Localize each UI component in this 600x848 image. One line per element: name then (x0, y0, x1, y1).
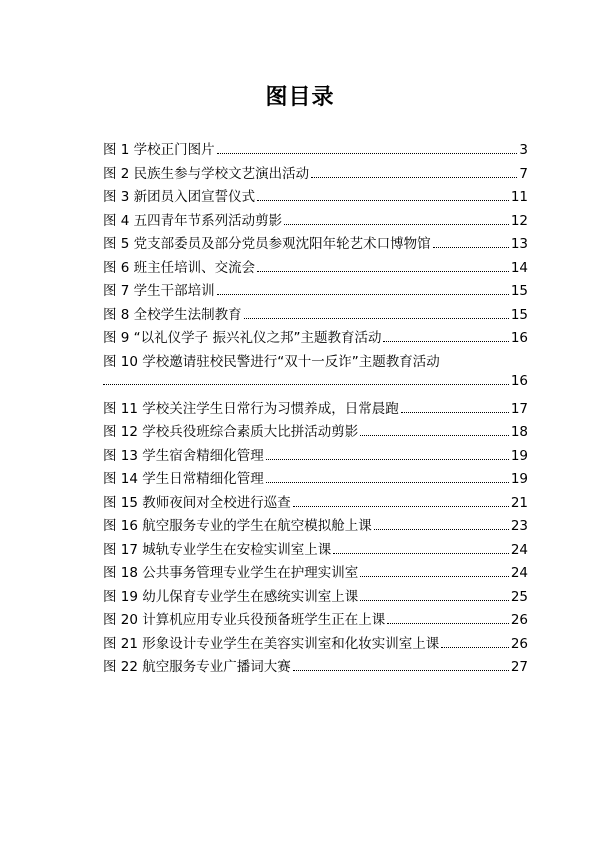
toc-entry-label: 图 20 计算机应用专业兵役预备班学生正在上课 (103, 612, 386, 628)
toc-entry-12[interactable] (103, 420, 528, 444)
toc-entry-label: 图 21 形象设计专业学生在美容实训室和化妆实训室上课 (103, 635, 440, 652)
toc-entry-page: 24 (510, 541, 528, 558)
toc-entry-label: 图 3 新团员入团宣誓仪式 (103, 189, 256, 205)
toc-entry-13[interactable] (103, 444, 528, 468)
toc-entry-page: 13 (510, 236, 528, 252)
dot-leader (266, 482, 509, 483)
toc-entry-17[interactable] (103, 538, 528, 562)
dot-leader (257, 200, 509, 201)
toc-entry-page: 18 (510, 424, 528, 440)
dot-leader (217, 294, 509, 295)
dot-leader (293, 506, 509, 507)
toc-entry-21[interactable] (103, 632, 528, 656)
figure-toc-list (103, 138, 528, 679)
toc-entry-label: 图 10 学校邀请驻校民警进行“双十一反诈”主题教育活动 (103, 353, 440, 370)
dot-leader (360, 435, 509, 436)
toc-entry-18[interactable] (103, 561, 528, 585)
dot-leader (401, 412, 509, 413)
toc-entry-3[interactable] (103, 185, 528, 209)
toc-entry-8[interactable] (103, 303, 528, 327)
toc-entry-15[interactable] (103, 491, 528, 515)
toc-entry-label: 图 14 学生日常精细化管理 (103, 471, 264, 487)
toc-entry-page: 26 (510, 635, 528, 652)
toc-entry-10[interactable] (103, 350, 528, 374)
dot-leader (441, 647, 509, 648)
toc-entry-label: 图 7 学生干部培训 (103, 283, 215, 299)
toc-entry-page: 15 (510, 306, 528, 323)
toc-entry-label: 图 2 民族生参与学校文艺演出活动 (103, 165, 310, 182)
toc-entry-page: 16 (510, 330, 528, 346)
toc-entry-page: 25 (510, 588, 528, 605)
page-title: 图目录 (265, 85, 335, 110)
toc-entry-page: 17 (510, 400, 528, 417)
toc-entry-page: 23 (510, 518, 528, 534)
dot-leader (284, 224, 509, 225)
toc-entry-page: 19 (510, 471, 528, 487)
toc-entry-page: 19 (510, 447, 528, 464)
toc-entry-19[interactable] (103, 585, 528, 609)
toc-entry-page: 24 (510, 565, 528, 581)
toc-entry-label: 图 4 五四青年节系列活动剪影 (103, 212, 283, 229)
toc-entry-page: 12 (510, 212, 528, 229)
toc-entry-page: 14 (510, 259, 528, 276)
toc-entry-page: 26 (510, 612, 528, 628)
toc-entry-11[interactable] (103, 397, 528, 421)
toc-entry-label: 图 22 航空服务专业广播词大赛 (103, 659, 291, 675)
toc-entry-label: 图 18 公共事务管理专业学生在护理实训室 (103, 565, 359, 581)
dot-leader (257, 271, 509, 272)
toc-entry-7[interactable] (103, 279, 528, 303)
dot-leader (244, 318, 509, 319)
toc-entry-4[interactable] (103, 209, 528, 233)
toc-entry-page: 3 (519, 142, 528, 158)
dot-leader (103, 384, 509, 385)
toc-entry-9[interactable] (103, 326, 528, 350)
toc-entry-label: 图 19 幼儿保育专业学生在感统实训室上课 (103, 588, 359, 605)
dot-leader (293, 670, 509, 671)
toc-entry-page: 27 (510, 659, 528, 675)
toc-entry-label: 图 16 航空服务专业的学生在航空模拟舱上课 (103, 518, 372, 534)
toc-entry-label: 图 6 班主任培训、交流会 (103, 259, 256, 276)
toc-entry-label: 图 15 教师夜间对全校进行巡查 (103, 494, 291, 511)
dot-leader (217, 153, 518, 154)
toc-entry-label: 图 11 学校关注学生日常行为习惯养成，日常晨跑 (103, 400, 399, 417)
toc-entry-label: 图 12 学校兵役班综合素质大比拼活动剪影 (103, 424, 359, 440)
dot-leader (360, 576, 509, 577)
dot-leader (360, 600, 509, 601)
toc-entry-16[interactable] (103, 514, 528, 538)
toc-entry-1[interactable] (103, 138, 528, 162)
dot-leader (333, 553, 509, 554)
toc-entry-label: 图 5 党支部委员及部分党员参观沈阳年轮艺术口博物馆 (103, 236, 431, 252)
toc-entry-22[interactable] (103, 655, 528, 679)
toc-entry-page: 15 (510, 283, 528, 299)
dot-leader (266, 459, 509, 460)
toc-entry-10-continued[interactable] (103, 373, 528, 397)
toc-entry-2[interactable] (103, 162, 528, 186)
dot-leader (387, 623, 509, 624)
toc-entry-label: 图 13 学生宿舍精细化管理 (103, 447, 264, 464)
toc-entry-label: 图 8 全校学生法制教育 (103, 306, 242, 323)
toc-entry-5[interactable] (103, 232, 528, 256)
toc-entry-6[interactable] (103, 256, 528, 280)
dot-leader (383, 341, 508, 342)
toc-entry-14[interactable] (103, 467, 528, 491)
dot-leader (374, 529, 509, 530)
toc-entry-label: 图 17 城轨专业学生在安检实训室上课 (103, 541, 332, 558)
toc-entry-label: 图 9 “以礼仪学子 振兴礼仪之邦”主题教育活动 (103, 330, 382, 346)
toc-entry-page: 11 (510, 189, 528, 205)
toc-entry-20[interactable] (103, 608, 528, 632)
toc-entry-label: 图 1 学校正门图片 (103, 142, 215, 158)
toc-entry-page: 21 (510, 494, 528, 511)
dot-leader (433, 247, 509, 248)
toc-entry-page: 16 (510, 373, 528, 389)
toc-entry-page: 7 (519, 165, 528, 182)
dot-leader (311, 177, 517, 178)
